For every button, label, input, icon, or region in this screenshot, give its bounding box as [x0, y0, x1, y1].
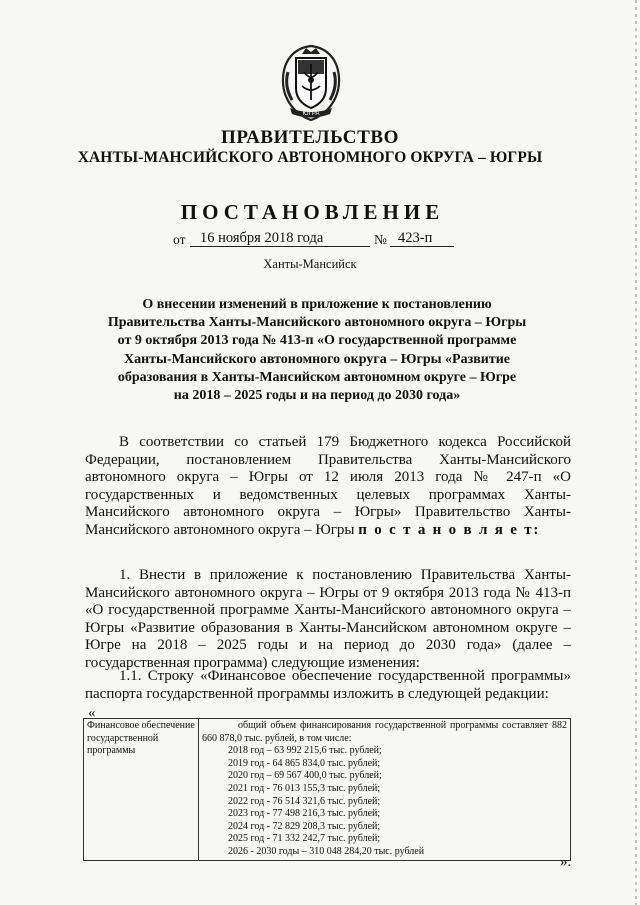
- item-1-1-paragraph: 1.1. Строку «Финансовое обеспечение государственной программы» паспорта государственной программы изложить в следующей редакции:: [85, 668, 571, 702]
- financing-year: 2018 год – 63 992 215,6 тыс. рублей;: [228, 745, 382, 757]
- title-line: на 2018 – 2025 годы и на период до 2030 года»: [173, 388, 461, 404]
- document-number: 423-п: [398, 230, 433, 246]
- document-type: ПОСТАНОВЛЕНИЕ: [180, 200, 445, 224]
- org-title: ПРАВИТЕЛЬСТВО: [220, 127, 400, 148]
- financing-year: 2021 год - 76 013 155,3 тыс. рублей;: [228, 782, 381, 794]
- financing-year: 2020 год – 69 567 400,0 тыс. рублей;: [228, 770, 382, 782]
- number-underline: [390, 246, 454, 247]
- title-line: Правительства Ханты-Мансийского автономного округа – Югры: [107, 315, 527, 331]
- financing-year: 2025 год - 71 332 242,7 тыс. рублей;: [228, 833, 381, 845]
- org-subtitle: ХАНТЫ-МАНСИЙСКОГО АВТОНОМНОГО ОКРУГА – ЮГРЫ: [77, 149, 543, 166]
- quote-open: «: [88, 705, 96, 721]
- preamble-paragraph: [85, 434, 571, 540]
- city: Ханты-Мансийск: [263, 257, 357, 271]
- financing-total: общий объем финансирования государственной программы составляет 882 660 878,0 тыс. рублей, в том числе:: [202, 720, 567, 744]
- row-value: [199, 719, 571, 861]
- table-row: [84, 719, 571, 861]
- quote-close: ».: [560, 854, 572, 870]
- financing-year: 2023 год - 77 498 216,3 тыс. рублей;: [228, 808, 381, 820]
- financing-year: 2019 год - 64 865 834,0 тыс. рублей;: [228, 757, 381, 769]
- title-line: образования в Ханты-Мансийском автономном округе – Югре: [117, 369, 517, 385]
- document-date: 16 ноября 2018 года: [200, 230, 324, 246]
- number-label: №: [374, 232, 387, 247]
- financing-year: 2026 - 2030 годы – 310 048 284,20 тыс. рублей: [228, 845, 425, 857]
- title-line: О внесении изменений в приложение к постановлению: [142, 297, 492, 312]
- financing-year: 2022 год - 76 514 321,6 тыс. рублей;: [228, 795, 381, 807]
- title-line: Ханты-Мансийского автономного округа – Югры «Развитие: [123, 351, 511, 367]
- financing-year: 2024 год - 72 829 208,3 тыс. рублей;: [228, 820, 381, 832]
- financing-table: [83, 718, 571, 861]
- date-label: от: [173, 232, 186, 247]
- preamble-text: В соответствии со статьей 179 Бюджетного кодекса Российской Федерации, постановлением Правительства Ханты-Мансийского автономного округа – Югры от 12 июля 2013 года № 247-п «О государственных и ведомственных целевых программах Ханты-Мансийского автономного округа – Югры» Правительство Ханты-Мансийского автономного округа – Югры: [85, 434, 571, 538]
- title-line: от 9 октября 2013 года № 413-п «О государственной программе: [117, 333, 517, 349]
- item-1-paragraph: 1. Внести в приложение к постановлению Правительства Ханты-Мансийского автономного округа – Югры от 9 октября 2013 года № 413-п «О государственной программе Ханты-Мансийского автономного округа – Югры «Развитие образования в Ханты-Мансийском автономном округе – Югре на 2018 – 2025 годы и на период до 2030 года» (далее – государственная программа) следующие изменения:: [85, 567, 571, 671]
- emblem-caption: ЮГРА: [302, 111, 320, 117]
- row-label: Финансовое обеспечение государственной программы: [84, 719, 199, 861]
- date-underline: [190, 246, 370, 247]
- coat-of-arms-icon: [276, 42, 346, 124]
- resolves-word: п о с т а н о в л я е т:: [358, 521, 541, 538]
- document-title: [92, 296, 542, 405]
- scan-edge: [635, 0, 637, 905]
